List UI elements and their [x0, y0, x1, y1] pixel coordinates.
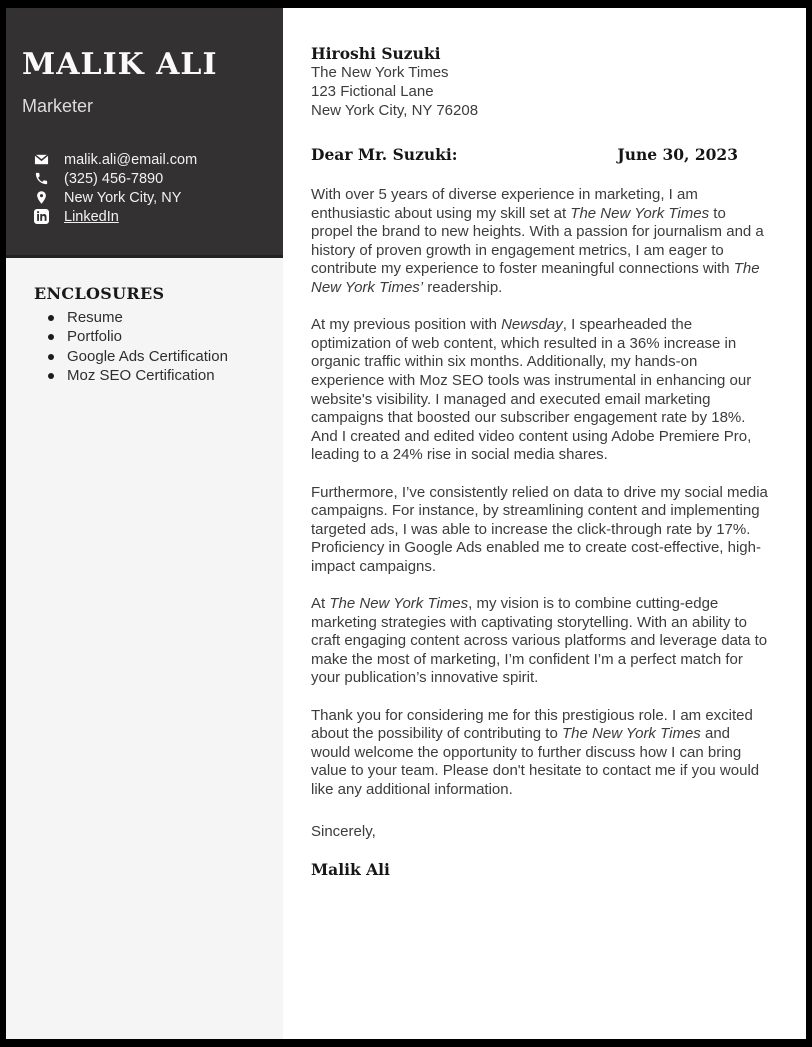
- letter-paragraph: With over 5 years of diverse experience in marketing, I am enthusiastic about using my skill set at The New York Times to propel the brand to new heights. With a passion for journalism and a history of proven growth in engagement metrics, I am eager to contribute my experience to foster meaningful connections with The New York Times’ readership.: [311, 186, 764, 296]
- letter-date: June 30, 2023: [617, 145, 738, 164]
- enclosure-item: Moz SEO Certification: [34, 366, 273, 385]
- person-name: MALIK ALI: [22, 47, 218, 82]
- sidebar-header: [6, 8, 283, 258]
- salutation-row: [311, 145, 768, 164]
- enclosure-item: Resume: [34, 308, 273, 327]
- enclosure-item: Portfolio: [34, 327, 273, 346]
- contact-row: [34, 207, 269, 226]
- recipient-address-line: The New York Times: [311, 64, 449, 81]
- letter-paragraph: At The New York Times, my vision is to combine cutting-edge marketing strategies with captivating storytelling. With an ability to craft engaging content across various platforms and leverage data to make the most of marketing, I’m confident I’m a perfect match for your publication’s innovative spirit.: [311, 595, 768, 687]
- contact-list: [22, 150, 269, 226]
- enclosures-list: [34, 308, 273, 385]
- enclosure-item: Google Ads Certification: [34, 347, 273, 366]
- closing: Sincerely,: [311, 822, 376, 840]
- contact-text: malik.ali@email.com: [64, 151, 198, 168]
- letter-paragraph: Thank you for considering me for this prestigious role. I am excited about the possibility of contributing to The New York Times and would welcome the opportunity to further discuss how I can bring value to your team. Please don't hesitate to contact me if you would like any additional information.: [311, 706, 760, 798]
- recipient-block: [311, 44, 768, 120]
- enclosures-title: ENCLOSURES: [34, 284, 165, 303]
- phone-icon: [34, 171, 49, 186]
- sidebar: [6, 8, 283, 1039]
- contact-row: [34, 169, 269, 188]
- letter-paragraph: Furthermore, I’ve consistently relied on data to drive my social media campaigns. For instance, by streamlining content and implementing targeted ads, I was able to increase the click-through rate by 17%. Proficiency in Google Ads enabled me to create cost-effective, high-impact campaigns.: [311, 483, 768, 575]
- letter-paragraph: At my previous position with Newsday, I spearheaded the optimization of web content, which resulted in a 36% increase in organic traffic within six months. Additionally, my hands-on experience with Moz SEO tools was instrumental in enhancing our website's visibility. I managed and executed email marketing campaigns that boosted our subscriber engagement rate by 18%. And I created and edited video content using Adobe Premiere Pro, leading to a 24% rise in social media shares.: [311, 316, 752, 464]
- email-icon: [34, 152, 49, 167]
- recipient-address-line: New York City, NY 76208: [311, 102, 479, 119]
- contact-row: [34, 188, 269, 207]
- recipient-address-line: 123 Fictional Lane: [311, 83, 434, 100]
- salutation: Dear Mr. Suzuki:: [311, 145, 458, 164]
- person-job-title: Marketer: [22, 96, 94, 116]
- contact-text: New York City, NY: [64, 189, 182, 206]
- signature: Malik Ali: [311, 860, 390, 880]
- contact-row: [34, 150, 269, 169]
- linkedin-icon: [34, 209, 49, 224]
- letter-paragraphs: [311, 186, 768, 800]
- recipient-name: Hiroshi Suzuki: [311, 44, 441, 63]
- contact-text: (325) 456-7890: [64, 170, 164, 187]
- location-icon: [34, 190, 49, 205]
- letter-body: [283, 8, 806, 1039]
- enclosures-section: [6, 258, 283, 385]
- linkedin-link[interactable]: LinkedIn: [64, 208, 119, 225]
- recipient-address: [311, 63, 768, 120]
